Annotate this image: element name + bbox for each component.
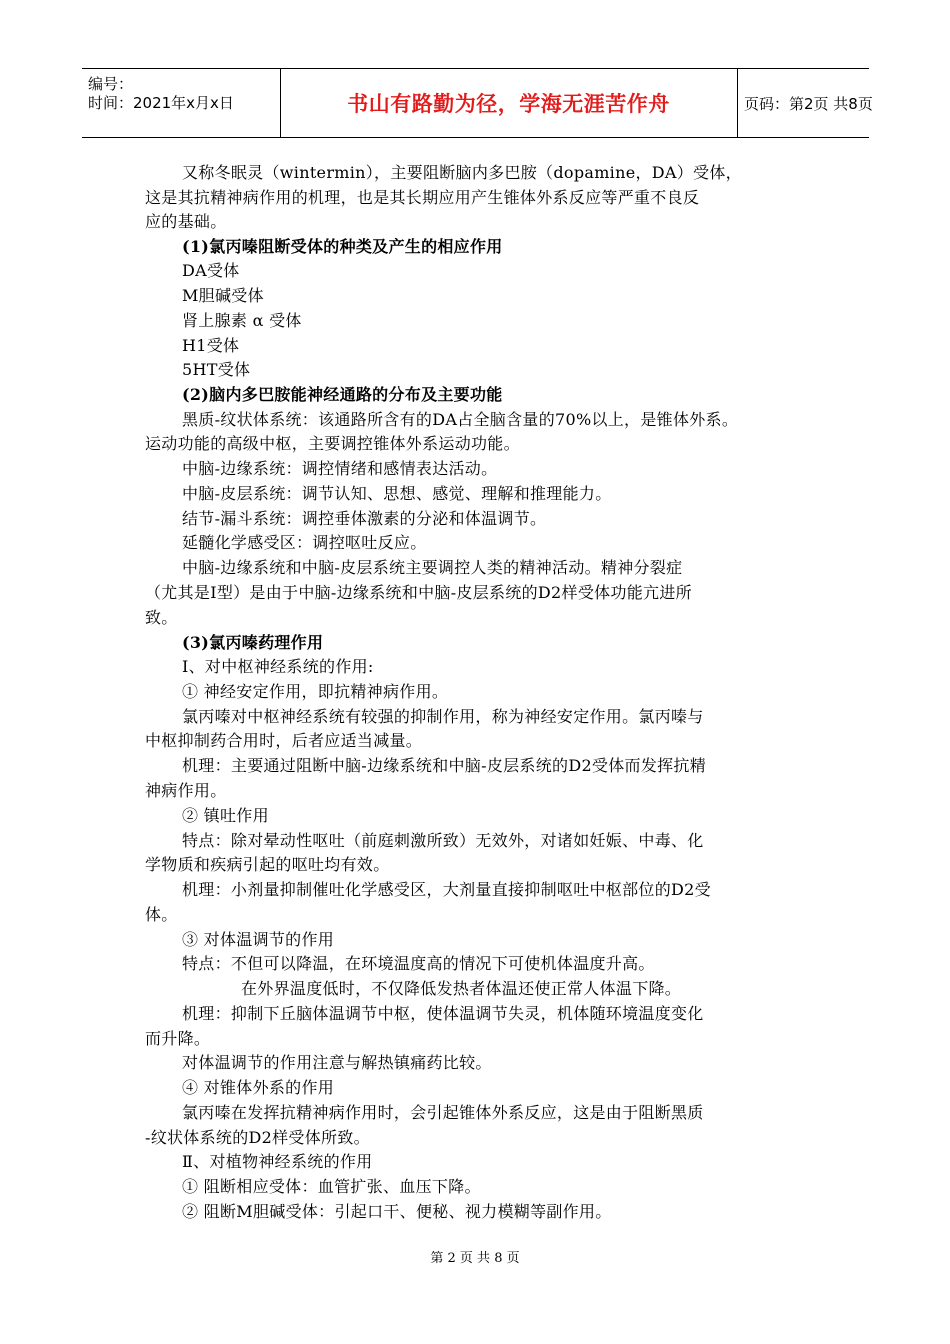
header-motto: 书山有路勤为径，学海无涯苦作舟 <box>347 92 670 116</box>
paragraph-line: ② 镇吐作用 <box>182 806 269 825</box>
page-footer: 第 2 页 共 8 页 <box>430 1251 520 1266</box>
paragraph-line: 应的基础。 <box>145 212 227 231</box>
list-item: 5HT受体 <box>182 360 251 379</box>
paragraph-line: 延髓化学感受区：调控呕吐反应。 <box>182 533 427 552</box>
list-item: 肾上腺素 α 受体 <box>182 311 302 330</box>
paragraph-line: 在外界温度低时，不仅降低发热者体温还使正常人体温下降。 <box>241 979 682 998</box>
document-number-label: 编号： <box>88 75 134 93</box>
paragraph-line: 而升降。 <box>145 1029 211 1048</box>
paragraph-line: 学物质和疾病引起的呕吐均有效。 <box>145 855 390 874</box>
paragraph-line: ① 阻断相应受体：血管扩张、血压下降。 <box>182 1177 481 1196</box>
paragraph-line: 氯丙嗪对中枢神经系统有较强的抑制作用，称为神经安定作用。氯丙嗪与 <box>182 707 704 726</box>
paragraph-line: 特点：除对晕动性呕吐（前庭刺激所致）无效外，对诸如妊娠、中毒、化 <box>182 831 704 850</box>
paragraph-line: ③ 对体温调节的作用 <box>182 930 335 949</box>
page-header <box>82 68 873 138</box>
section-heading: (1)氯丙嗪阻断受体的种类及产生的相应作用 <box>182 237 503 256</box>
paragraph-line: Ⅰ、对中枢神经系统的作用: <box>182 657 374 676</box>
paragraph-line: 神病作用。 <box>145 781 227 800</box>
paragraph-line: Ⅱ、对植物神经系统的作用 <box>182 1152 373 1171</box>
paragraph-line: 机理：抑制下丘脑体温调节中枢，使体温调节失灵，机体随环境温度变化 <box>182 1004 704 1023</box>
paragraph-line: 对体温调节的作用注意与解热镇痛药比较。 <box>182 1053 492 1072</box>
paragraph-line: 体。 <box>145 905 178 924</box>
paragraph-line: 中枢抑制药合用时，后者应适当减量。 <box>145 731 423 750</box>
section-heading: (3)氯丙嗪药理作用 <box>182 633 324 652</box>
paragraph-line: ① 神经安定作用，即抗精神病作用。 <box>182 682 449 701</box>
document-date-label: 时间：2021年x月x日 <box>88 94 234 112</box>
header-page-info: 页码：第2页 共8页 <box>744 94 873 113</box>
paragraph-line: 又称冬眠灵（wintermin），主要阻断脑内多巴胺（dopamine，DA）受体， <box>182 163 742 182</box>
paragraph-line: -纹状体系统的D2样受体所致。 <box>145 1128 370 1147</box>
paragraph-line: 黑质-纹状体系统：该通路所含有的DA占全脑含量的70%以上，是锥体外系。 <box>182 410 739 429</box>
section-heading: (2)脑内多巴胺能神经通路的分布及主要功能 <box>182 385 503 404</box>
paragraph-line: ② 阻断M胆碱受体：引起口干、便秘、视力模糊等副作用。 <box>182 1202 612 1221</box>
header-page-cell <box>738 69 875 137</box>
paragraph-line: 机理：小剂量抑制催吐化学感受区，大剂量直接抑制呕吐中枢部位的D2受 <box>182 880 711 899</box>
paragraph-line: 运动功能的高级中枢，主要调控锥体外系运动功能。 <box>145 434 520 453</box>
paragraph-line: 致。 <box>145 608 178 627</box>
paragraph-line: 中脑-皮层系统：调节认知、思想、感觉、理解和推理能力。 <box>182 484 612 503</box>
paragraph-line: 氯丙嗪在发挥抗精神病作用时，会引起锥体外系反应，这是由于阻断黑质 <box>182 1103 704 1122</box>
paragraph-line: ④ 对锥体外系的作用 <box>182 1078 335 1097</box>
paragraph-line: 特点：不但可以降温，在环境温度高的情况下可使机体温度升高。 <box>182 954 655 973</box>
paragraph-line: 中脑-边缘系统和中脑-皮层系统主要调控人类的精神活动。精神分裂症 <box>182 558 683 577</box>
paragraph-line: 结节-漏斗系统：调控垂体激素的分泌和体温调节。 <box>182 509 547 528</box>
header-motto-cell <box>280 69 738 137</box>
paragraph-line: 机理：主要通过阻断中脑-边缘系统和中脑-皮层系统的D2受体而发挥抗精 <box>182 756 707 775</box>
paragraph-line: 中脑-边缘系统：调控情绪和感情表达活动。 <box>182 459 498 478</box>
list-item: H1受体 <box>182 336 240 355</box>
header-meta-cell <box>82 69 281 137</box>
list-item: M胆碱受体 <box>182 286 264 305</box>
paragraph-line: （尤其是Ⅰ型）是由于中脑-边缘系统和中脑-皮层系统的D2样受体功能亢进所 <box>145 583 692 602</box>
list-item: DA受体 <box>182 261 240 280</box>
paragraph-line: 这是其抗精神病作用的机理，也是其长期应用产生锥体外系反应等严重不良反 <box>145 188 700 207</box>
